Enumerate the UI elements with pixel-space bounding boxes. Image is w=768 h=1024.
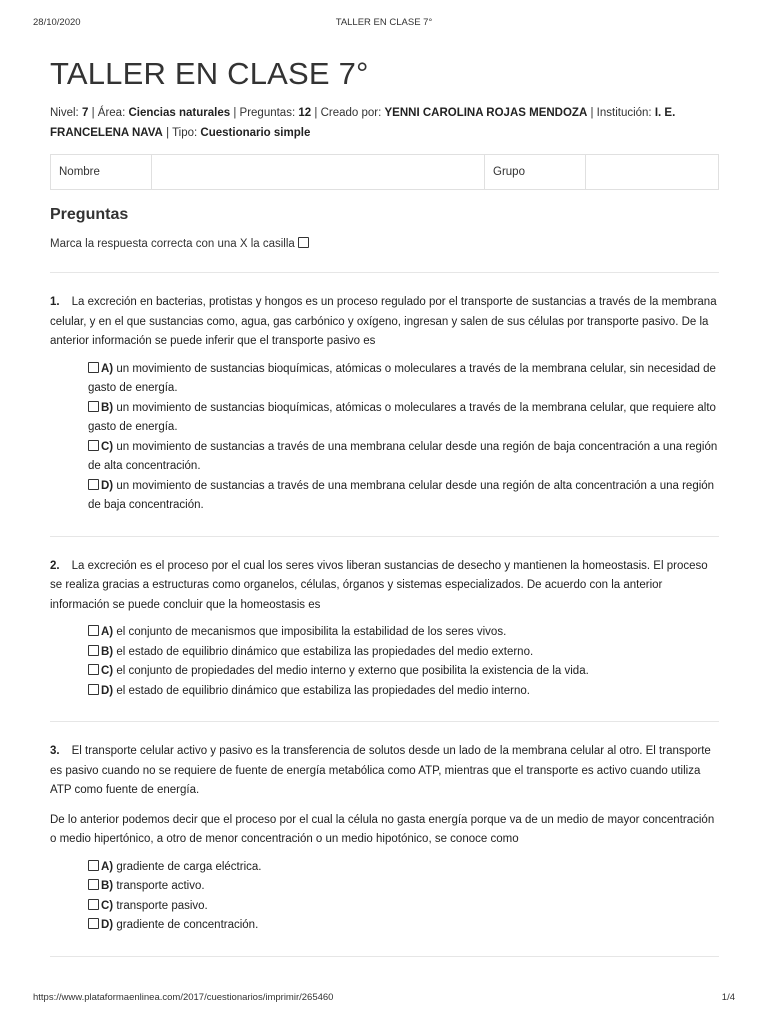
nombre-field[interactable]	[152, 155, 485, 190]
question-extra-text: De lo anterior podemos decir que el proceso por el cual la célula no gasta energía porque va de un medio de mayor concentración o medio hipertónico, a otro de menor concentración o un medio hipotónico, se conoce como	[50, 813, 715, 845]
answer-option[interactable]	[88, 360, 719, 399]
option-text: gradiente de carga eléctrica.	[116, 860, 262, 873]
option-text: un movimiento de sustancias a través de una membrana celular desde una región de alta concentración a una región de baja concentración.	[88, 479, 715, 511]
answer-option[interactable]	[88, 438, 719, 477]
meta-preguntas: 12	[298, 107, 312, 119]
checkbox-icon[interactable]	[88, 899, 99, 910]
checkbox-icon[interactable]	[88, 879, 99, 890]
print-date: 28/10/2020	[33, 17, 81, 28]
page-title: TALLER EN CLASE 7°	[50, 56, 369, 91]
student-info-table	[50, 154, 719, 190]
option-text: el estado de equilibrio dinámico que estabiliza las propiedades del medio externo.	[116, 645, 534, 658]
answer-option[interactable]	[88, 399, 719, 438]
question-number: 1.	[50, 296, 60, 308]
question-text: 2. La excreción es el proceso por el cual los seres vivos liberan sustancias de desecho y mantienen la homeostasis. El proceso se realiza gracias a estructuras como organelos, células, órganos y sistemas especializados. De acuerdo con la anterior información se puede concluir que la homeostasis es	[50, 559, 708, 611]
answer-option[interactable]	[88, 662, 719, 682]
answer-option[interactable]	[88, 477, 719, 516]
checkbox-icon[interactable]	[88, 664, 99, 675]
option-letter: B)	[101, 401, 114, 414]
divider	[50, 536, 719, 537]
option-letter: C)	[101, 665, 114, 677]
print-title: TALLER EN CLASE 7°	[335, 17, 433, 28]
meta-nivel: 7	[81, 107, 89, 119]
answer-option[interactable]	[88, 877, 719, 897]
document-content	[50, 54, 719, 957]
question-text: 1. La excreción en bacterias, protistas y hongos es un proceso regulado por el transporte de sustancias a través de la membrana celular, y en el que sustancias como, agua, gas carbónico y oxígeno, ingresan y salen de sus células por transporte pasivo. De la anterior información se puede inferir que el transporte pasivo es	[50, 296, 717, 347]
checkbox-icon[interactable]	[88, 918, 99, 929]
option-letter: C)	[101, 440, 114, 453]
answer-option[interactable]	[88, 916, 719, 936]
nombre-label: Nombre	[51, 155, 152, 190]
option-text: gradiente de concentración.	[116, 919, 259, 931]
answer-options	[50, 858, 719, 936]
option-letter: C)	[101, 899, 114, 912]
quiz-metadata: Nivel: 7 | Área: Ciencias naturales | Preguntas: 12 | Creado por: YENNI CAROLINA ROJAS MENDOZA | Institución: I. E. FRANCELENA NAVA | Tipo: Cuestionario simple	[50, 107, 676, 139]
section-title: Preguntas	[50, 206, 129, 223]
option-text: un movimiento de sustancias a través de una membrana celular desde una región de baja concentración a una región de alta concentración.	[88, 440, 718, 472]
meta-tipo: Cuestionario simple	[200, 127, 311, 139]
meta-area: Ciencias naturales	[128, 107, 231, 119]
checkbox-icon[interactable]	[88, 860, 99, 871]
question-text: 3. El transporte celular activo y pasivo es la transferencia de solutos desde un lado de la membrana celular al otro. El transporte es pasivo cuando no se requiere de fuente de energía metabólica como ATP, mientras que el transporte es activo cuando utiliza ATP como fuente de energía.	[50, 745, 711, 796]
print-url: https://www.plataformaenlinea.com/2017/cuestionarios/imprimir/265460	[33, 992, 334, 1003]
instruction: Marca la respuesta correcta con una X la casilla	[50, 236, 719, 252]
question-1	[50, 293, 719, 516]
page-number: 1/4	[721, 992, 735, 1003]
answer-option[interactable]	[88, 643, 719, 663]
option-letter: B)	[101, 645, 114, 658]
option-text: el conjunto de mecanismos que imposibilita la estabilidad de los seres vivos.	[116, 626, 507, 638]
option-text: transporte pasivo.	[116, 899, 208, 912]
option-text: el conjunto de propiedades del medio interno y externo que posibilita la existencia de la vida.	[116, 665, 589, 677]
option-letter: D)	[101, 479, 114, 492]
divider	[50, 956, 719, 957]
option-letter: D)	[101, 919, 114, 931]
meta-creado: YENNI CAROLINA ROJAS MENDOZA	[384, 107, 588, 119]
checkbox-icon[interactable]	[88, 401, 99, 412]
question-2	[50, 557, 719, 702]
option-letter: A)	[101, 626, 114, 638]
answer-option[interactable]	[88, 897, 719, 917]
grupo-label: Grupo	[485, 155, 586, 190]
checkbox-icon[interactable]	[88, 362, 99, 373]
question-list	[50, 293, 719, 957]
checkbox-icon[interactable]	[88, 440, 99, 451]
checkbox-icon[interactable]	[88, 684, 99, 695]
answer-option[interactable]	[88, 858, 719, 878]
checkbox-icon[interactable]	[88, 479, 99, 490]
option-letter: D)	[101, 684, 114, 697]
divider	[50, 721, 719, 722]
option-letter: B)	[101, 880, 114, 892]
option-text: transporte activo.	[116, 880, 205, 892]
answer-option[interactable]	[88, 623, 719, 643]
option-letter: A)	[101, 362, 114, 375]
question-number: 3.	[50, 745, 60, 757]
checkbox-icon[interactable]	[88, 645, 99, 656]
answer-options	[50, 360, 719, 516]
divider	[50, 272, 719, 273]
option-text: un movimiento de sustancias bioquímicas, atómicas o moleculares a través de la membrana celular, que requiere alto gasto de energía.	[88, 401, 716, 433]
answer-options	[50, 623, 719, 701]
question-3	[50, 742, 719, 936]
option-text: el estado de equilibrio dinámico que estabiliza las propiedades del medio interno.	[116, 684, 530, 697]
grupo-field[interactable]	[586, 155, 719, 190]
option-letter: A)	[101, 860, 114, 873]
option-text: un movimiento de sustancias bioquímicas, atómicas o moleculares a través de la membrana celular, sin necesidad de gasto de energía.	[88, 362, 716, 394]
meta-institucion: I. E. FRANCELENA NAVA	[50, 107, 676, 139]
answer-option[interactable]	[88, 682, 719, 702]
checkbox-icon	[298, 237, 309, 248]
question-number: 2.	[50, 559, 60, 572]
checkbox-icon[interactable]	[88, 625, 99, 636]
